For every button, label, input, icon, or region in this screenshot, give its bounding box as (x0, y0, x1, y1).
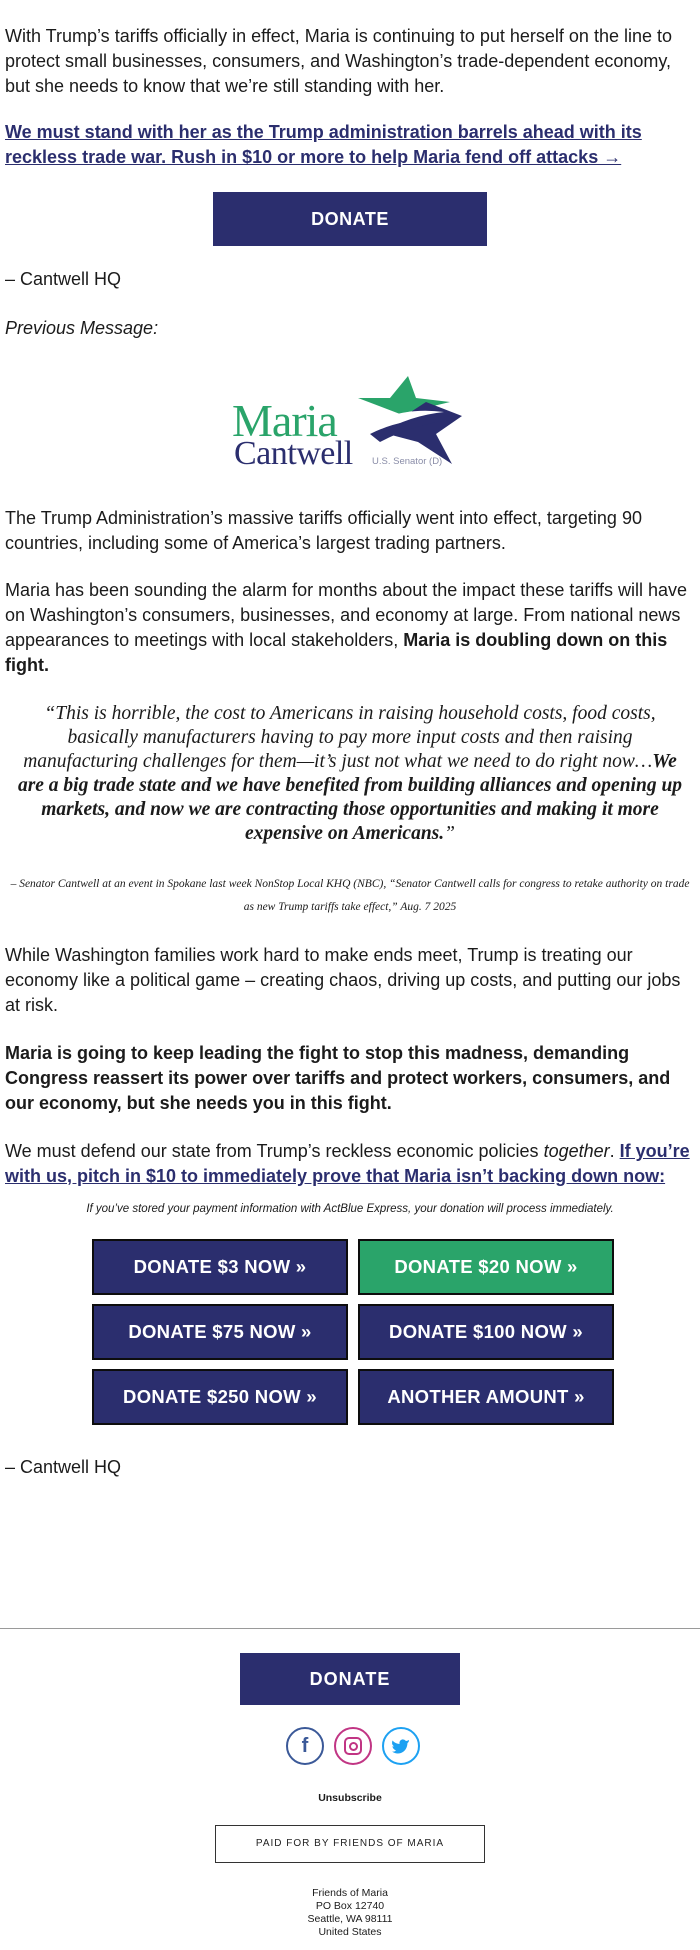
message-p5-italic: together (543, 1141, 610, 1161)
senator-quote (0, 702, 700, 846)
twitter-icon[interactable] (382, 1727, 420, 1765)
quote-text: “This is horrible, the cost to Americans in raising household costs, food costs, basically manufacturers having to pay more input costs and then raising manufacturing challenges for them—it’s just not what we need to do right now… (23, 703, 656, 772)
donate-link-pitch[interactable]: If you’re with us, pitch in $10 to immediately prove that Maria isn’t backing down now: (5, 1141, 690, 1186)
unsubscribe-link[interactable]: Unsubscribe (318, 1792, 382, 1804)
logo-first-name: Maria (232, 395, 337, 446)
message-paragraph-4 (0, 1041, 700, 1116)
footer-divider (0, 1628, 700, 1629)
message-p2-bold: Maria is doubling down on this fight. (5, 630, 668, 675)
message-paragraph-2 (0, 578, 700, 678)
actblue-express-note: If you’ve stored your payment information with ActBlue Express, your donation will process immediately. (86, 1203, 614, 1215)
donate-100-button[interactable]: DONATE $100 NOW » (358, 1304, 614, 1360)
donate-button-top[interactable]: DONATE (213, 192, 487, 246)
address-line-1: Friends of Maria (312, 1887, 388, 1899)
address-line-3: Seattle, WA 98111 (307, 1913, 393, 1925)
message-paragraph-5 (0, 1139, 700, 1189)
paid-for-box (215, 1825, 485, 1863)
message-paragraph-3: While Washington families work hard to make ends meet, Trump is treating our economy like a political game – creating chaos, driving up costs, and putting our jobs at risk. (5, 945, 681, 1015)
facebook-glyph: f (301, 1735, 309, 1757)
instagram-icon[interactable] (334, 1727, 372, 1765)
donate-75-button[interactable]: DONATE $75 NOW » (92, 1304, 348, 1360)
message-p5-text: We must defend our state from Trump’s reckless economic policies (5, 1141, 544, 1161)
donate-link-intro[interactable]: We must stand with her as the Trump administration barrels ahead with its reckless trade war. Rush in $10 or more to help Maria fend off attacks → (5, 122, 642, 167)
quote-close: ” (444, 823, 455, 844)
logo-tagline: U.S. Senator (D) (372, 456, 443, 467)
instagram-lens (349, 1742, 358, 1751)
social-links (286, 1727, 426, 1767)
another-amount-button[interactable]: ANOTHER AMOUNT » (358, 1369, 614, 1425)
message-p5-period: . (609, 1141, 620, 1161)
message-paragraph-1: The Trump Administration’s massive tariffs officially went into effect, targeting 90 countries, including some of America’s largest trading partners. (5, 508, 642, 553)
paid-for-text: PAID FOR BY FRIENDS OF MARIA (255, 1838, 445, 1849)
message-p4-bold: Maria is going to keep leading the fight to stop this madness, demanding Congress reassert its power over tariffs and protect workers, consumers, and our economy, but she needs you in this fight. (5, 1043, 671, 1113)
footer-donate-button[interactable]: DONATE (240, 1653, 460, 1705)
donate-20-button[interactable]: DONATE $20 NOW » (358, 1239, 614, 1295)
facebook-icon[interactable] (286, 1727, 324, 1765)
intro-link-paragraph (0, 120, 700, 170)
intro-paragraph: With Trump’s tariffs officially in effect, Maria is continuing to put herself on the line to protect small businesses, consumers, and Washington’s trade-dependent economy, but she needs to know that we’re still standing with her. (5, 26, 672, 96)
donate-250-button[interactable]: DONATE $250 NOW » (92, 1369, 348, 1425)
quote-bold: We are a big trade state and we have benefited from building alliances and opening up markets, and now we are contracting those opportunities and making it more expensive on Americans. (17, 751, 683, 844)
logo-last-name: Cantwell (234, 435, 353, 472)
address-line-2: PO Box 12740 (315, 1900, 385, 1912)
quote-citation: – Senator Cantwell at an event in Spokane last week NonStop Local KHQ (NBC), “Senator Cantwell calls for congress to retake authority on trade as new Trump tariffs take effect,” Aug. 7 2025 (10, 878, 690, 913)
address-line-4: United States (318, 1926, 382, 1938)
donate-amount-grid (92, 1239, 608, 1425)
donate-button-wrap (0, 192, 700, 246)
message-p2-text: Maria has been sounding the alarm for months about the impact these tariffs will have on Washington’s consumers, businesses, and economy at large. From national news appearances to meetings with local stakeholders, (5, 580, 688, 650)
twitter-bird (384, 1729, 418, 1763)
maria-cantwell-logo (230, 372, 470, 480)
previous-message-label: Previous Message: (5, 318, 159, 338)
signoff-bottom: – Cantwell HQ (5, 1457, 122, 1477)
donate-3-button[interactable]: DONATE $3 NOW » (92, 1239, 348, 1295)
signoff-top: – Cantwell HQ (5, 269, 122, 289)
